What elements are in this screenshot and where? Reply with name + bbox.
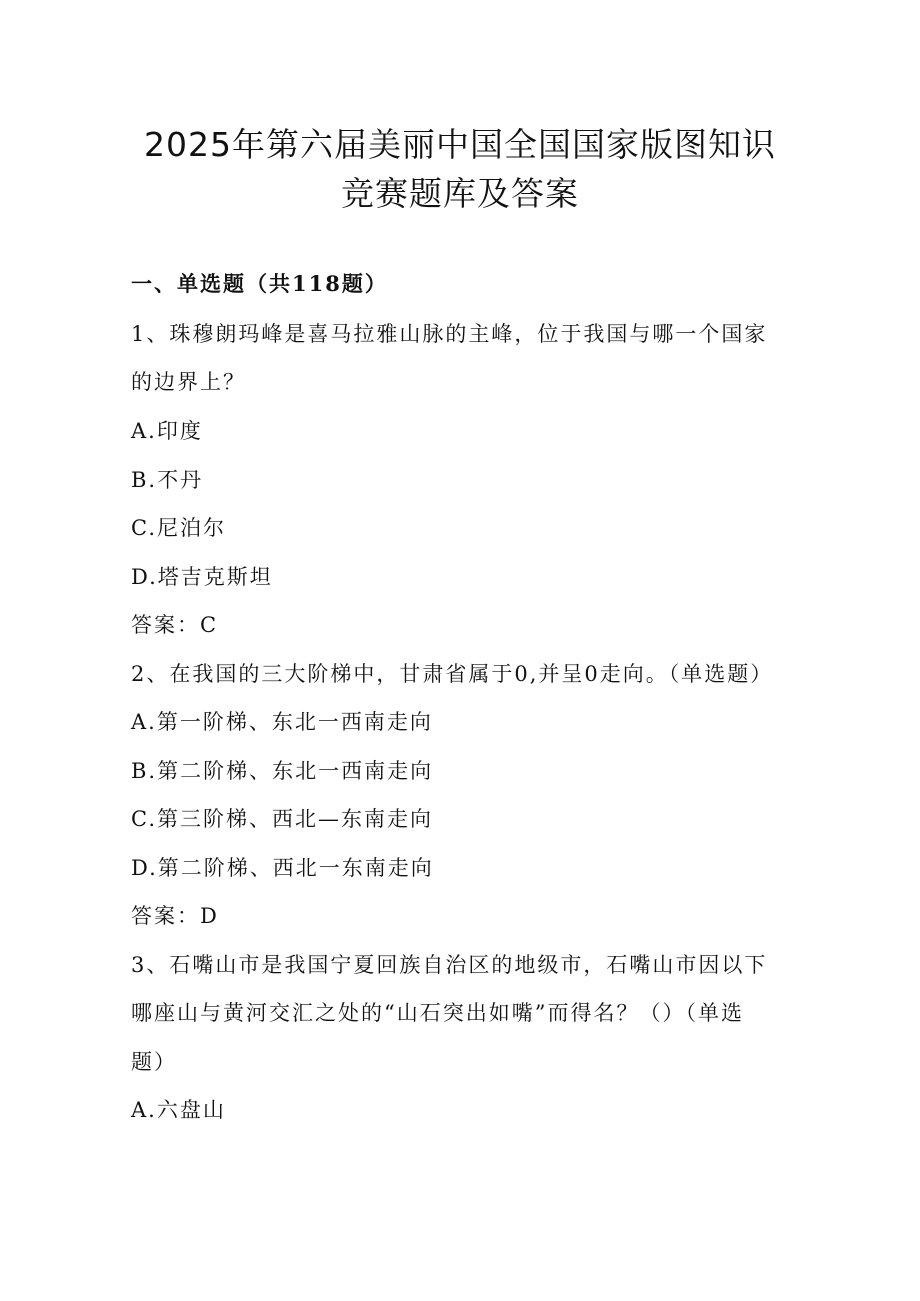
question-1-option-c: C.尼泊尔 <box>131 516 226 540</box>
question-3-option-a: A.六盘山 <box>131 1098 226 1122</box>
question-2-text-line-1: 2、在我国的三大阶梯中，甘肃省属于0,并呈0走向。（单选题） <box>131 662 774 686</box>
question-1-option-b: B.不丹 <box>131 468 204 492</box>
question-2-option-d: D.第二阶梯、西北一东南走向 <box>131 856 434 880</box>
document-title-line-2: 竞赛题库及答案 <box>341 174 579 213</box>
question-1-option-d: D.塔吉克斯坦 <box>131 565 273 589</box>
question-2-option-b: B.第二阶梯、东北一西南走向 <box>131 759 434 783</box>
question-1-option-a: A.印度 <box>131 419 203 443</box>
question-3-text-line-2: 哪座山与黄河交汇之处的“山石突出如嘴”而得名？（）（单选 <box>131 1001 744 1025</box>
question-3-text-line-3: 题） <box>131 1050 177 1074</box>
question-1-text-line-1: 1、珠穆朗玛峰是喜马拉雅山脉的主峰，位于我国与哪一个国家 <box>131 322 768 346</box>
question-1-answer: 答案：C <box>131 613 219 637</box>
section-heading: 一、单选题（共118题） <box>131 271 388 296</box>
document-title-line-1: 2025年第六届美丽中国全国国家版图知识 <box>144 125 776 164</box>
question-2-answer: 答案：D <box>131 904 219 928</box>
question-1-text-line-2: 的边界上？ <box>131 370 246 394</box>
question-3-text-line-1: 3、石嘴山市是我国宁夏回族自治区的地级市，石嘴山市因以下 <box>131 953 768 977</box>
question-2-option-c: C.第三阶梯、西北—东南走向 <box>131 807 433 831</box>
question-2-option-a: A.第一阶梯、东北一西南走向 <box>131 710 433 734</box>
